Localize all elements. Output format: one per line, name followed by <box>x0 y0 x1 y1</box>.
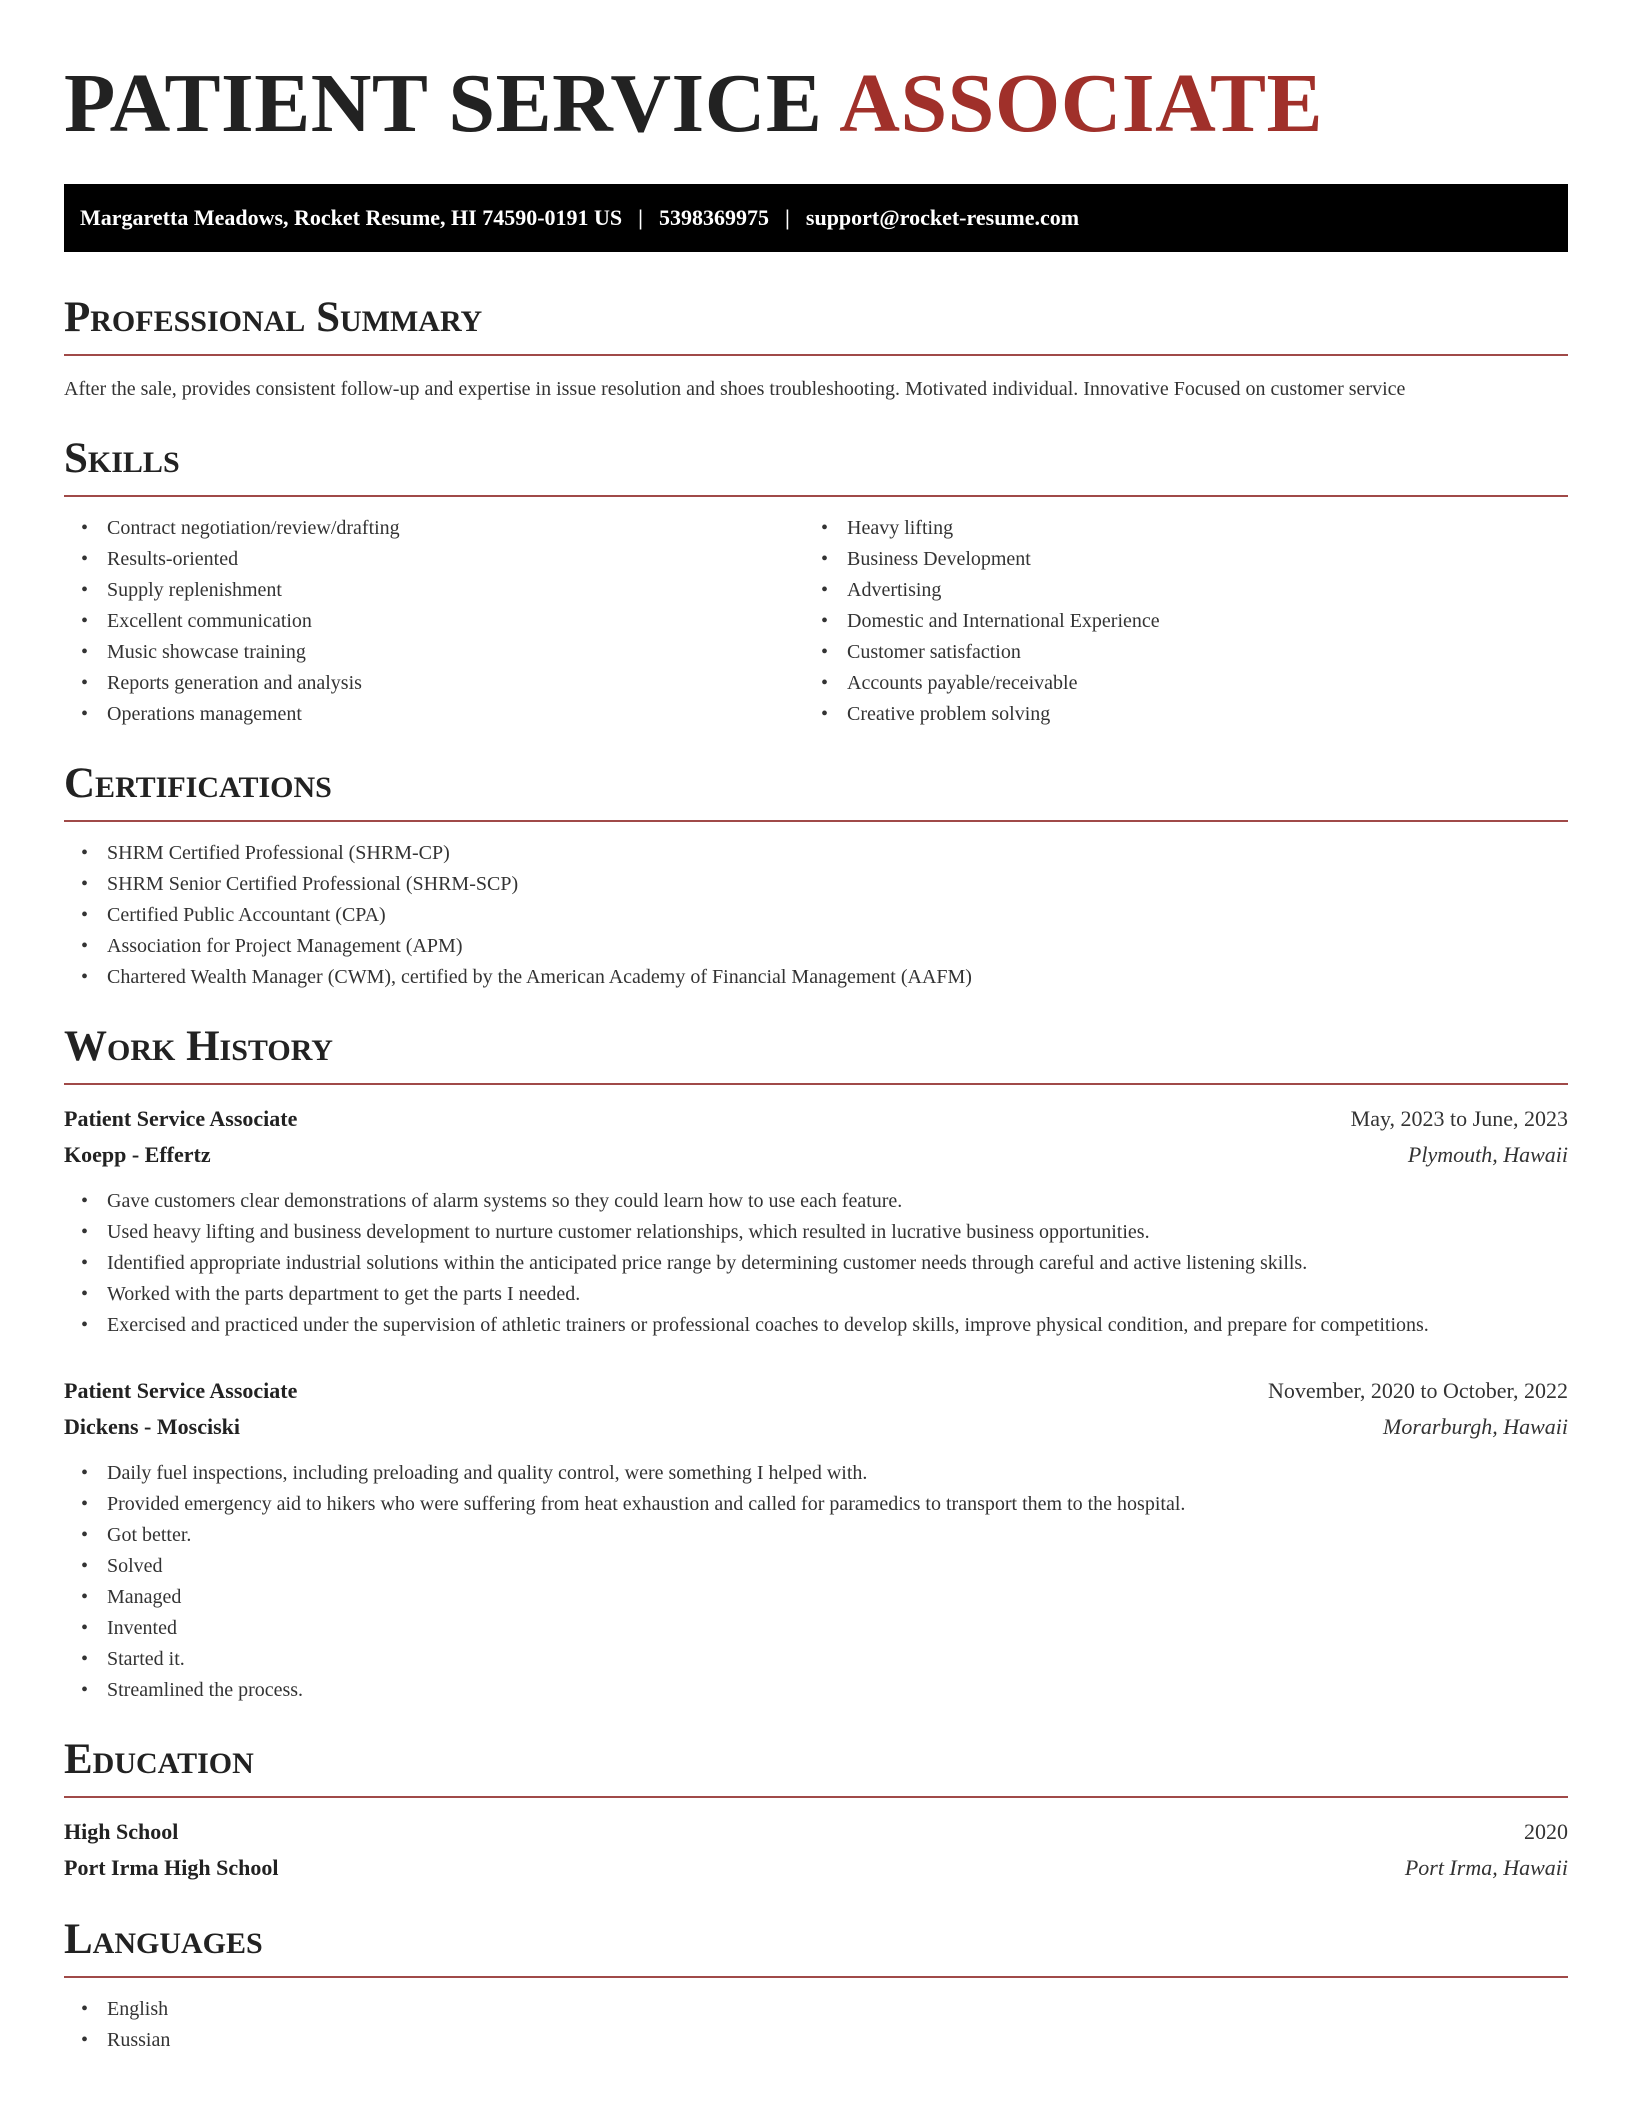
job-header-row <box>64 1373 1568 1409</box>
job-bullet: • Streamlined the process. <box>64 1675 1568 1706</box>
job-bullets <box>64 1458 1568 1706</box>
job-dates: November, 2020 to October, 2022 <box>1267 1378 1568 1403</box>
job-bullet: • Used heavy lifting and business development to nurture customer relationships, which resulted in lucrative business opportunities. <box>64 1217 1568 1248</box>
job-bullet: • Invented <box>64 1613 1568 1644</box>
section-divider <box>64 1796 1568 1798</box>
skill-item: • Domestic and International Experience <box>804 606 1544 637</box>
job-bullet: • Exercised and practiced under the supervision of athletic trainers or professional coaches to develop skills, improve physical condition, and prepare for competitions. <box>64 1310 1568 1341</box>
section-heading-work-history: Work History <box>64 1023 333 1070</box>
job-bullet: • Identified appropriate industrial solutions within the anticipated price range by determining customer needs through careful and active listening skills. <box>64 1248 1568 1279</box>
education-degree: High School <box>64 1819 179 1844</box>
contact-phone: 5398369975 <box>659 205 770 230</box>
skills-columns <box>64 513 1568 730</box>
job-bullets <box>64 1186 1568 1341</box>
skill-item: • Creative problem solving <box>804 699 1544 730</box>
certification-item: • Chartered Wealth Manager (CWM), certified by the American Academy of Financial Management (AAFM) <box>64 962 1568 993</box>
job-bullet: • Gave customers clear demonstrations of alarm systems so they could learn how to use each feature. <box>64 1186 1568 1217</box>
job-bullet: • Provided emergency aid to hikers who were suffering from heat exhaustion and called for paramedics to transport them to the hospital. <box>64 1489 1568 1520</box>
section-divider <box>64 1083 1568 1085</box>
section-heading-languages: Languages <box>64 1916 263 1963</box>
contact-bar <box>64 184 1568 252</box>
skill-item: • Business Development <box>804 544 1544 575</box>
section-heading-certifications: Certifications <box>64 760 332 807</box>
job-title: Patient Service Associate <box>64 1378 298 1403</box>
certifications-section <box>64 758 1568 993</box>
job-title: Patient Service Associate <box>64 1106 298 1131</box>
job-bullet: • Got better. <box>64 1520 1568 1551</box>
certification-item: • SHRM Senior Certified Professional (SHRM-SCP) <box>64 869 1568 900</box>
job-subheader-row <box>64 1137 1568 1173</box>
job-header-row <box>64 1101 1568 1137</box>
job-bullet: • Daily fuel inspections, including preloading and quality control, were something I helped with. <box>64 1458 1568 1489</box>
job-subheader-row <box>64 1409 1568 1445</box>
skills-list-right <box>804 513 1544 730</box>
languages-section <box>64 1914 1568 2056</box>
skill-item: • Contract negotiation/review/drafting <box>64 513 804 544</box>
contact-address: Margaretta Meadows, Rocket Resume, HI 74590-0191 US <box>80 205 623 230</box>
certification-item: • SHRM Certified Professional (SHRM-CP) <box>64 838 1568 869</box>
job-entry <box>64 1101 1568 1341</box>
language-item: • Russian <box>64 2025 1568 2056</box>
job-bullet: • Solved <box>64 1551 1568 1582</box>
section-heading-skills: Skills <box>64 435 180 482</box>
languages-list <box>64 1994 1568 2056</box>
section-divider <box>64 1976 1568 1978</box>
title-accent: ASSOCIATE <box>839 57 1324 150</box>
contact-separator: | <box>785 205 790 230</box>
skill-item: • Advertising <box>804 575 1544 606</box>
education-location: Port Irma, Hawaii <box>1404 1855 1568 1880</box>
job-location: Plymouth, Hawaii <box>1407 1142 1568 1167</box>
education-subheader-row <box>64 1850 1568 1886</box>
job-bullet: • Worked with the parts department to get the parts I needed. <box>64 1279 1568 1310</box>
certification-item: • Association for Project Management (APM) <box>64 931 1568 962</box>
skill-item: • Customer satisfaction <box>804 637 1544 668</box>
job-bullet: • Managed <box>64 1582 1568 1613</box>
skill-item: • Supply replenishment <box>64 575 804 606</box>
skill-item: • Accounts payable/receivable <box>804 668 1544 699</box>
skill-item: • Operations management <box>64 699 804 730</box>
education-school: Port Irma High School <box>64 1855 279 1880</box>
job-location: Morarburgh, Hawaii <box>1383 1414 1568 1439</box>
work-history-section <box>64 1021 1568 1706</box>
language-item: • English <box>64 1994 1568 2025</box>
skill-item: • Excellent communication <box>64 606 804 637</box>
job-entry <box>64 1373 1568 1706</box>
job-dates: May, 2023 to June, 2023 <box>1350 1106 1568 1131</box>
resume-title <box>64 54 1568 154</box>
section-heading-education: Education <box>64 1736 254 1783</box>
summary-text: After the sale, provides consistent follow-up and expertise in issue resolution and shoes troubleshooting. Motivated individual. Innovative Focused on customer service <box>64 378 1406 400</box>
section-heading-summary: Professional Summary <box>64 294 483 341</box>
section-divider <box>64 354 1568 356</box>
education-entry <box>64 1814 1568 1886</box>
contact-separator: | <box>638 205 644 230</box>
certification-item: • Certified Public Accountant (CPA) <box>64 900 1568 931</box>
skills-list-left <box>64 513 804 730</box>
education-header-row <box>64 1814 1568 1850</box>
job-company: Koepp - Effertz <box>64 1142 211 1167</box>
skill-item: • Music showcase training <box>64 637 804 668</box>
resume-page <box>64 0 1568 2056</box>
job-bullet: • Started it. <box>64 1644 1568 1675</box>
education-year: 2020 <box>1524 1819 1568 1844</box>
skill-item: • Heavy lifting <box>804 513 1544 544</box>
section-divider <box>64 495 1568 497</box>
job-company: Dickens - Mosciski <box>64 1414 240 1439</box>
skills-section <box>64 433 1568 730</box>
education-section <box>64 1734 1568 1886</box>
contact-email: support@rocket-resume.com <box>805 205 1080 230</box>
skill-item: • Reports generation and analysis <box>64 668 804 699</box>
certifications-list <box>64 838 1568 993</box>
skill-item: • Results-oriented <box>64 544 804 575</box>
section-divider <box>64 820 1568 822</box>
title-main: PATIENT SERVICE <box>64 57 823 150</box>
summary-section <box>64 292 1568 404</box>
